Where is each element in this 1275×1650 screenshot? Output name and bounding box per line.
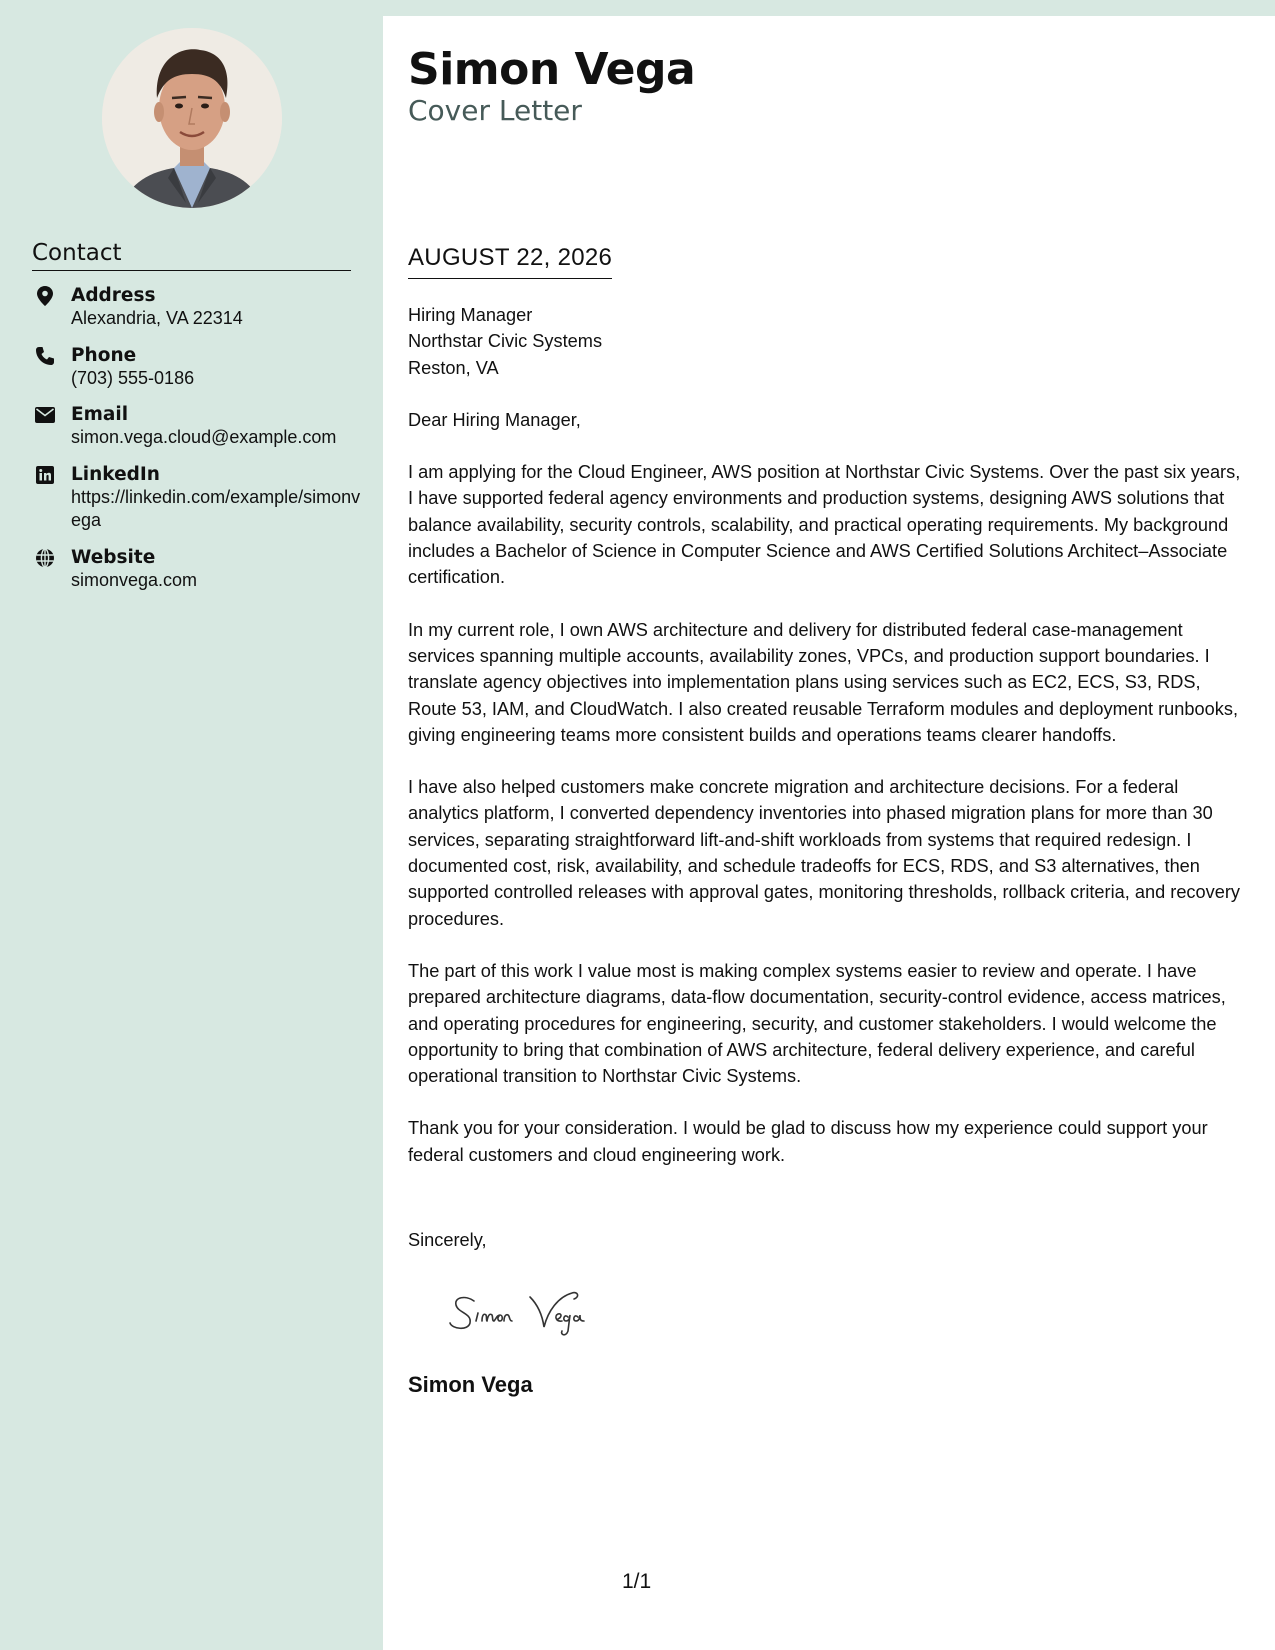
- avatar: [102, 28, 282, 208]
- closing: Sincerely,: [408, 1230, 487, 1250]
- signature: [446, 1283, 636, 1343]
- contact-label: Address: [71, 285, 156, 306]
- contact-heading: Contact: [32, 240, 351, 271]
- contact-value: simon.vega.cloud@example.com: [71, 427, 337, 447]
- contact-label: Email: [71, 404, 129, 425]
- contact-value: (703) 555-0186: [71, 367, 195, 388]
- recipient-line: Hiring Manager: [408, 305, 533, 325]
- document-type: Cover Letter: [408, 94, 582, 127]
- envelope-icon: [35, 405, 55, 425]
- recipient-line: Northstar Civic Systems: [408, 331, 603, 352]
- contact-item-address: [32, 284, 362, 331]
- contact-item-email: [32, 403, 362, 450]
- salutation: Dear Hiring Manager,: [408, 409, 581, 430]
- recipient-line: Reston, VA: [408, 357, 499, 378]
- letter-body: [408, 302, 1248, 1194]
- contact-item-phone: [32, 344, 362, 391]
- page-number: 1/1: [622, 1570, 652, 1593]
- paragraph: I have also helped customers make concrete migration and architecture decisions. For a federal analytics platform, I converted dependency inventories into phased migration plans for more than 30 services, separating straightforward lift-and-shift workloads from systems that required redesign. I documented cost, risk, availability, and schedule tradeoffs for ECS, RDS, and S3 alternatives, then supported controlled releases with approval gates, monitoring thresholds, rollback criteria, and recovery procedures.: [408, 777, 1240, 929]
- signed-name: Simon Vega: [408, 1372, 533, 1397]
- contact-list: [32, 284, 362, 605]
- contact-value[interactable]: https://linkedin.com/example/simonvega: [71, 486, 361, 530]
- letter-date: AUGUST 22, 2026: [408, 244, 612, 279]
- contact-value[interactable]: simonvega.com: [71, 569, 198, 590]
- map-pin-icon: [35, 286, 55, 306]
- paragraph: Thank you for your consideration. I would be glad to discuss how my experience could support your federal customers and cloud engineering work.: [408, 1118, 1208, 1165]
- globe-icon: [35, 548, 55, 568]
- contact-label: LinkedIn: [71, 463, 160, 485]
- contact-item-linkedin: [32, 463, 362, 533]
- contact-value: Alexandria, VA 22314: [71, 308, 243, 328]
- phone-icon: [35, 346, 55, 366]
- paragraph: I am applying for the Cloud Engineer, AWS position at Northstar Civic Systems. Over the past six years, I have supported federal agency environments and production systems, designing AWS solutions that balance availability, security controls, scalability, and practical operating requirements. My background includes a Bachelor of Science in Computer Science and AWS Certified Solutions Architect–Associate certification.: [408, 462, 1241, 588]
- contact-item-website: [32, 546, 362, 593]
- paragraph: In my current role, I own AWS architecture and delivery for distributed federal case-management services spanning multiple accounts, availability zones, VPCs, and production support boundaries. I translate agency objectives into implementation plans using services such as EC2, ECS, S3, RDS, Route 53, IAM, and CloudWatch. I also created reusable Terraform modules and deployment runbooks, giving engineering teams more consistent builds and operations teams clearer handoffs.: [408, 619, 1238, 745]
- paragraph: The part of this work I value most is making complex systems easier to review and operate. I have prepared architecture diagrams, data-flow documentation, security-control evidence, access matrices, and operating procedures for engineering, security, and customer stakeholders. I would welcome the opportunity to bring that combination of AWS architecture, federal delivery experience, and careful operational transition to Northstar Civic Systems.: [408, 960, 1226, 1087]
- recipient-block: [408, 302, 1248, 381]
- contact-label: Phone: [71, 344, 137, 366]
- contact-label: Website: [71, 546, 156, 568]
- linkedin-icon: [35, 465, 55, 485]
- applicant-name: Simon Vega: [408, 44, 696, 95]
